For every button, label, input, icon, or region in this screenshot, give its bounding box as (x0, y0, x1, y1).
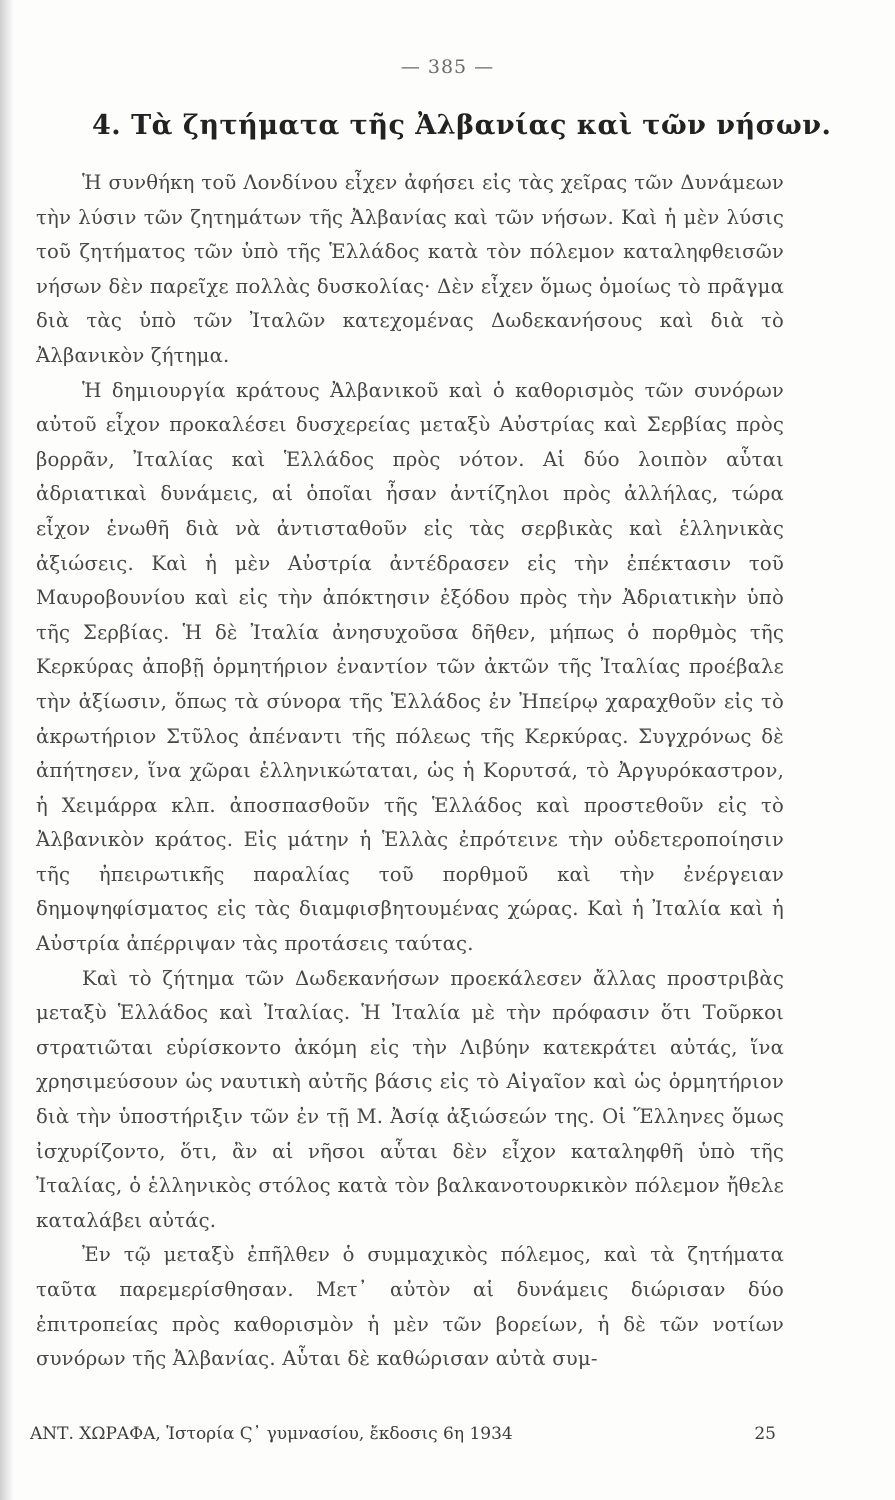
paragraph: Ἡ συνθήκη τοῦ Λονδίνου εἶχεν ἀφήσει εἰς τὰς χεῖρας τῶν Δυνάμεων τὴν λύσιν τῶν ζητημάτων τῆς Ἀλβανίας καὶ τῶν νήσων. Καὶ ἡ μὲν λύσις τοῦ ζητήματος τῶν ὑπὸ τῆς Ἑλλάδος κατὰ τὸν πόλεμον καταληφθεισῶν νήσων δὲν παρεῖχε πολλὰς δυσκολίας· Δὲν εἶχεν ὅμως ὁμοίως τὸ πρᾶγμα διὰ τὰς ὑπὸ τῶν Ἰταλῶν κατεχομένας Δωδεκανήσους καὶ διὰ τὸ Ἀλβανικὸν ζήτημα. (36, 171, 784, 367)
printer-signature: 25 (754, 1424, 776, 1444)
paragraph: Ἡ δημιουργία κράτους Ἀλβανικοῦ καὶ ὁ καθορισμὸς τῶν συνόρων αὐτοῦ εἶχον προκαλέσει δυσχερείας μεταξὺ Αὐστρίας καὶ Σερβίας πρὸς βορρᾶν, Ἰταλίας καὶ Ἑλλάδος πρὸς νότον. Αἱ δύο λοιπὸν αὗται ἀδριατικαὶ δυνάμεις, αἱ ὁποῖαι ἦσαν ἀντίζηλοι πρὸς ἀλλήλας, τώρα εἶχον ἑνωθῆ διὰ νὰ ἀντισταθοῦν εἰς τὰς σερβικὰς καὶ ἑλληνικὰς ἀξιώσεις. Καὶ ἡ μὲν Αὐστρία ἀντέδρασεν εἰς τὴν ἐπέκτασιν τοῦ Μαυροβουνίου καὶ εἰς τὴν ἀπόκτησιν ἐξόδου πρὸς τὴν Ἀδριατικὴν ὑπὸ τῆς Σερβίας. Ἡ δὲ Ἰταλία ἀνησυχοῦσα δῆθεν, μήπως ὁ πορθμὸς τῆς Κερκύρας ἀποβῇ ὁρμητήριον ἐναντίον τῶν ἀκτῶν τῆς Ἰταλίας προέβαλε τὴν ἀξίωσιν, ὅπως τὰ σύνορα τῆς Ἑλλάδος ἐν Ἠπείρῳ χαραχθοῦν εἰς τὸ ἀκρωτήριον Στῦλος ἀπέναντι τῆς πόλεως τῆς Κερκύρας. Συγχρόνως δὲ ἀπήτησεν, ἵνα χῶραι ἑλληνικώταται, ὡς ἡ Κορυτσά, τὸ Ἀργυρόκαστρον, ἡ Χειμάρρα κλπ. ἀποσπασθοῦν τῆς Ἑλλάδος καὶ προστεθοῦν εἰς τὸ Ἀλβανικὸν κράτος. Εἰς μάτην ἡ Ἑλλὰς ἐπρότεινε τὴν οὐδετεροποίησιν τῆς ἠπειρωτικῆς παραλίας τοῦ πορθμοῦ καὶ τὴν ἐνέργειαν δημοψηφίσματος εἰς τὰς διαμφισβητουμένας χώρας. Καὶ ἡ Ἰταλία καὶ ἡ Αὐστρία ἀπέρριψαν τὰς προτάσεις ταύτας. (36, 378, 784, 956)
footer-imprint: ΑΝΤ. ΧΩΡΑΦΑ, Ἱστορία Ϛ᾽ γυμνασίου, ἔκδοσις 6η 1934 (30, 1424, 513, 1444)
paragraph: Καὶ τὸ ζήτημα τῶν Δωδεκανήσων προεκάλεσεν ἄλλας προστριβὰς μεταξὺ Ἑλλάδος καὶ Ἰταλίας. Ἡ Ἰταλία μὲ τὴν πρόφασιν ὅτι Τοῦρκοι στρατιῶται εὑρίσκοντο ἀκόμη εἰς τὴν Λιβύην κατεκράτει αὐτάς, ἵνα χρησιμεύσουν ὡς ναυτικὴ αὐτῆς βάσις εἰς τὸ Αἰγαῖον καὶ ὡς ὁρμητήριον διὰ τὴν ὑποστήριξιν τῶν ἐν τῇ Μ. Ἀσίᾳ ἀξιώσεών της. Οἱ Ἕλληνες ὅμως ἰσχυρίζοντο, ὅτι, ἂν αἱ νῆσοι αὗται δὲν εἶχον καταληφθῆ ὑπὸ τῆς Ἰταλίας, ὁ ἑλληνικὸς στόλος κατὰ τὸν βαλκανοτουρκικὸν πόλεμον ἤθελε καταλάβει αὐτάς. (36, 966, 784, 1232)
page-footer (30, 1424, 776, 1444)
section-heading: 4. Τὰ ζητήματα τῆς Ἀλβανίας καὶ τῶν νήσων. (92, 110, 832, 141)
body-text (36, 166, 784, 1377)
page-binding-edge (0, 0, 14, 1500)
paragraph: Ἐν τῷ μεταξὺ ἐπῆλθεν ὁ συμμαχικὸς πόλεμος, καὶ τὰ ζητήματα ταῦτα παρεμερίσθησαν. Μετ᾽ αὐτὸν αἱ δυνάμεις διώρισαν δύο ἐπιτροπείας πρὸς καθορισμὸν ἡ μὲν τῶν βορείων, ἡ δὲ τῶν νοτίων συνόρων τῆς Ἀλβανίας. Αὗται δὲ καθώρισαν αὐτὰ συμ- (36, 1243, 784, 1371)
page-number: — 385 — (400, 56, 495, 78)
